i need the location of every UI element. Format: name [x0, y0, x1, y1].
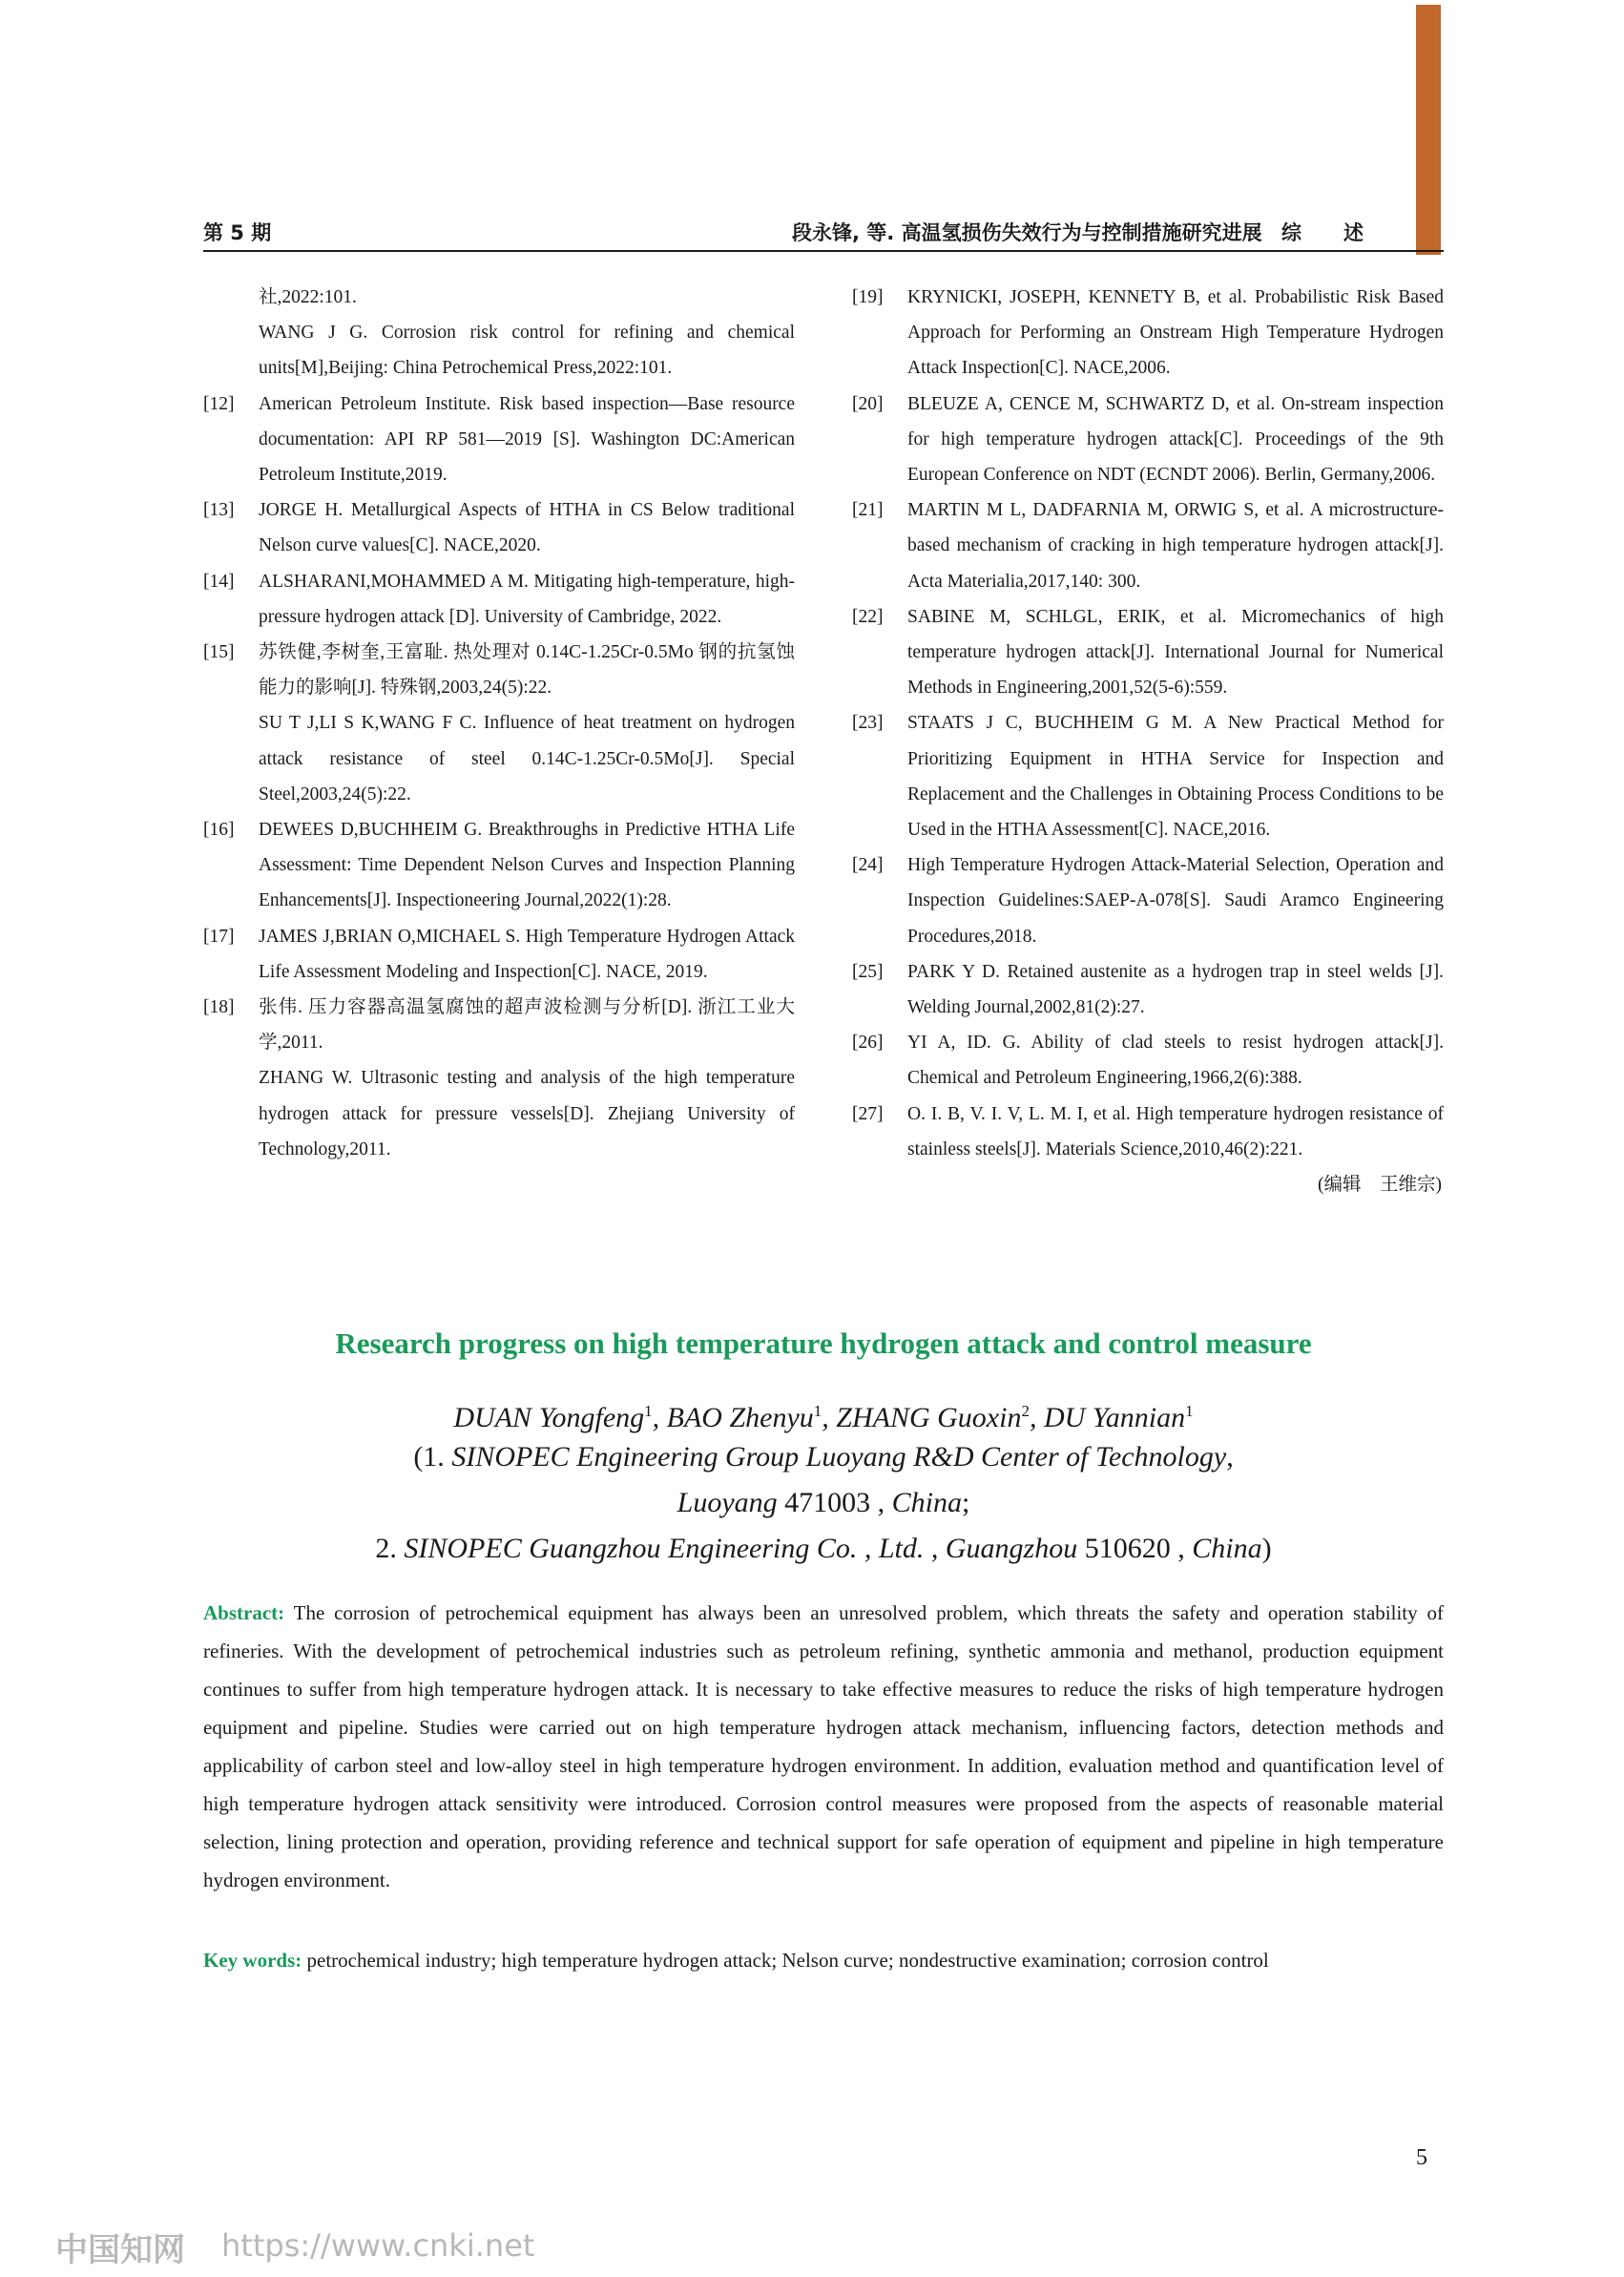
keywords-label: Key words:: [203, 1949, 302, 1972]
author-name: DU Yannian: [1043, 1402, 1186, 1433]
reference-item: [852, 705, 1444, 847]
affiliation-number: 2.: [375, 1533, 405, 1564]
reference-text: SABINE M, SCHLGL, ERIK, et al. Micromechanics of high temperature hydrogen attack[J]. International Journal for Numerical Methods in Engineering,2001,52(5-6):559.: [907, 606, 1444, 699]
author-affiliation-mark: 1: [1185, 1402, 1194, 1420]
reference-number: [19]: [852, 287, 884, 307]
reference-text: JORGE H. Metallurgical Aspects of HTHA in CS Below traditional Nelson curve values[C]. NACE,2020.: [259, 500, 795, 556]
affiliation-org: SINOPEC Engineering Group Luoyang R&D Center of Technology: [451, 1441, 1227, 1473]
reference-item: [852, 386, 1444, 493]
affiliation-line-2: [203, 1480, 1444, 1526]
reference-text: ALSHARANI,MOHAMMED A M. Mitigating high-temperature, high-pressure hydrogen attack [D]. University of Cambridge, 2022.: [259, 571, 795, 627]
reference-item: [203, 564, 795, 635]
reference-item: [852, 954, 1444, 1025]
affiliation-line-3: [203, 1526, 1444, 1572]
reference-number: [24]: [852, 855, 884, 876]
header-rule: [203, 250, 1444, 252]
cnki-watermark-url: https://www.cnki.net: [221, 2227, 535, 2264]
reference-item: [852, 280, 1444, 386]
affiliation-open: (1.: [413, 1441, 452, 1473]
reference-translation: ZHANG W. Ultrasonic testing and analysis of the high temperature hydrogen attack for pressure vessels[D]. Zhejiang University of Technology,2011.: [259, 1068, 795, 1159]
author-affiliation-mark: 1: [813, 1402, 822, 1420]
reference-item: [203, 990, 795, 1167]
reference-text: YI A, ID. G. Ability of clad steels to resist hydrogen attack[J]. Chemical and Petroleum Engineering,1966,2(6):388.: [907, 1033, 1444, 1089]
editor-credit: (编辑 王维宗): [1318, 1175, 1442, 1196]
reference-text: 张伟. 压力容器高温氢腐蚀的超声波检测与分析[D]. 浙江工业大学,2011.: [259, 997, 795, 1054]
author-name: ZHANG Guoxin: [836, 1402, 1022, 1433]
affiliation-punct: ;: [962, 1487, 970, 1518]
english-title: Research progress on high temperature hydrogen attack and control measure: [335, 1327, 1312, 1360]
reference-number: [20]: [852, 393, 884, 414]
reference-item: [203, 635, 795, 812]
ref-continuation: [203, 280, 795, 386]
reference-text: KRYNICKI, JOSEPH, KENNETY B, et al. Probabilistic Risk Based Approach for Performing an Onstream High Temperature Hydrogen Attack Inspection[C]. NACE,2006.: [907, 287, 1444, 379]
author-affiliation-mark: 2: [1021, 1402, 1030, 1420]
reference-number: [13]: [203, 500, 235, 521]
author-name: DUAN Yongfeng: [453, 1402, 645, 1433]
reference-item: [852, 599, 1444, 706]
reference-item: [203, 492, 795, 563]
reference-item: [852, 847, 1444, 954]
reference-text: O. I. B, V. I. V, L. M. I, et al. High temperature hydrogen resistance of stainless steels[J]. Materials Science,2010,46(2):221.: [907, 1103, 1444, 1159]
reference-text: STAATS J C, BUCHHEIM G M. A New Practical Method for Prioritizing Equipment in HTHA Service for Inspection and Replacement and the Challenges in Obtaining Process Conditions to be Used in the HTHA Assessment[C]. NACE,2016.: [907, 713, 1444, 841]
ref-continuation-translation: WANG J G. Corrosion risk control for refining and chemical units[M],Beijing: China Petrochemical Press,2022:101.: [259, 323, 795, 379]
running-title: 段永锋, 等. 高温氢损伤失效行为与控制措施研究进展: [792, 221, 1262, 244]
reference-item: [852, 492, 1444, 599]
reference-number: [21]: [852, 500, 884, 521]
reference-number: [14]: [203, 571, 235, 592]
running-header: [203, 216, 1444, 254]
reference-number: [15]: [203, 642, 235, 663]
reference-item: [203, 812, 795, 919]
reference-number: [23]: [852, 713, 884, 734]
ref-continuation-line: 社,2022:101.: [259, 287, 357, 307]
reference-text: BLEUZE A, CENCE M, SCHWARTZ D, et al. On-stream inspection for high temperature hydrogen attack[C]. Proceedings of the 9th European Conference on NDT (ECNDT 2006). Berlin, Germany,2006.: [907, 393, 1444, 486]
abstract-label: Abstract:: [203, 1601, 285, 1624]
reference-item: [852, 1025, 1444, 1096]
references-left-column: [203, 280, 795, 1167]
reference-number: [27]: [852, 1103, 884, 1124]
affiliation-punct: ,: [1226, 1441, 1234, 1473]
cnki-watermark-logo: 中国知网: [55, 2231, 185, 2269]
reference-text: PARK Y D. Retained austenite as a hydrogen trap in steel welds [J]. Welding Journal,2002,81(2):27.: [907, 961, 1444, 1018]
reference-number: [22]: [852, 606, 884, 627]
reference-item: [852, 1097, 1444, 1167]
section-label: 综述: [1281, 221, 1405, 244]
reference-text: 苏铁健,李树奎,王富耻. 热处理对 0.14C-1.25Cr-0.5Mo 钢的抗氢蚀能力的影响[J]. 特殊钢,2003,24(5):22.: [259, 642, 795, 699]
page-number: 5: [1416, 2145, 1427, 2170]
affiliation-country: China: [1192, 1533, 1262, 1564]
author-affiliation-mark: 1: [644, 1402, 653, 1420]
author-list: DUAN Yongfeng$^1$, BAO Zhenyu$^1$, ZHANG Guoxin$^2$, DU Yannian$^1$: [453, 1402, 1194, 1433]
english-abstract: [203, 1594, 1444, 1899]
reference-text: High Temperature Hydrogen Attack-Material Selection, Operation and Inspection Guidelines:SAEP-A-078[S]. Saudi Aramco Engineering Procedures,2018.: [907, 855, 1444, 947]
reference-translation: SU T J,LI S K,WANG F C. Influence of heat treatment on hydrogen attack resistance of steel 0.14C-1.25Cr-0.5Mo[J]. Special Steel,2003,24(5):22.: [259, 713, 795, 804]
issue-number: 第 5 期: [203, 221, 272, 244]
abstract-text: The corrosion of petrochemical equipment has always been an unresolved problem, which threats the safety and operation stability of refineries. With the development of petrochemical industries such as petroleum refining, synthetic ammonia and methanol, production equipment continues to suffer from high temperature hydrogen attack. It is necessary to take effective measures to reduce the risks of high temperature hydrogen equipment and pipeline. Studies were carried out on high temperature hydrogen attack mechanism, influencing factors, detection methods and applicability of carbon steel and low-alloy steel in high temperature hydrogen environment. In addition, evaluation method and quantification level of high temperature hydrogen attack sensitivity were introduced. Corrosion control measures were proposed from the aspects of reasonable material selection, lining protection and operation, providing reference and technical support for safe operation of equipment and pipeline in high temperature hydrogen environment.: [203, 1601, 1444, 1891]
affiliation-line-1: [203, 1434, 1444, 1480]
reference-item: [203, 386, 795, 493]
affiliation-org: SINOPEC Guangzhou Engineering Co. , Ltd. , Guangzhou: [404, 1533, 1078, 1564]
reference-text: JAMES J,BRIAN O,MICHAEL S. High Temperature Hydrogen Attack Life Assessment Modeling and Inspection[C]. NACE, 2019.: [259, 926, 795, 982]
reference-number: [17]: [203, 926, 235, 947]
affiliation-zip: 510620 ,: [1077, 1533, 1193, 1564]
affiliation-close: ): [1261, 1533, 1272, 1564]
affiliation-zip: 471003 ,: [777, 1487, 892, 1518]
reference-text: MARTIN M L, DADFARNIA M, ORWIG S, et al. A microstructure-based mechanism of cracking in high temperature hydrogen attack[J]. Acta Materialia,2017,140: 300.: [907, 500, 1444, 592]
reference-number: [18]: [203, 997, 235, 1018]
reference-text: DEWEES D,BUCHHEIM G. Breakthroughs in Predictive HTHA Life Assessment: Time Dependent Nelson Curves and Inspection Planning Enhancements[J]. Inspectioneering Journal,2022(1):28.: [259, 820, 795, 911]
reference-number: [26]: [852, 1033, 884, 1054]
reference-item: [203, 919, 795, 990]
affiliation-city: Luoyang: [677, 1487, 778, 1518]
reference-number: [25]: [852, 961, 884, 982]
reference-text: American Petroleum Institute. Risk based inspection—Base resource documentation: API RP 581—2019 [S]. Washington DC:American Petroleum Institute,2019.: [259, 393, 795, 486]
author-name: BAO Zhenyu: [666, 1402, 814, 1433]
references-right-column: [852, 280, 1444, 1202]
reference-number: [12]: [203, 393, 235, 414]
english-keywords: [203, 1941, 1444, 1979]
affiliation-country: China: [891, 1487, 962, 1518]
reference-number: [16]: [203, 820, 235, 841]
keywords-text: petrochemical industry; high temperature hydrogen attack; Nelson curve; nondestructive examination; corrosion control: [302, 1949, 1269, 1972]
